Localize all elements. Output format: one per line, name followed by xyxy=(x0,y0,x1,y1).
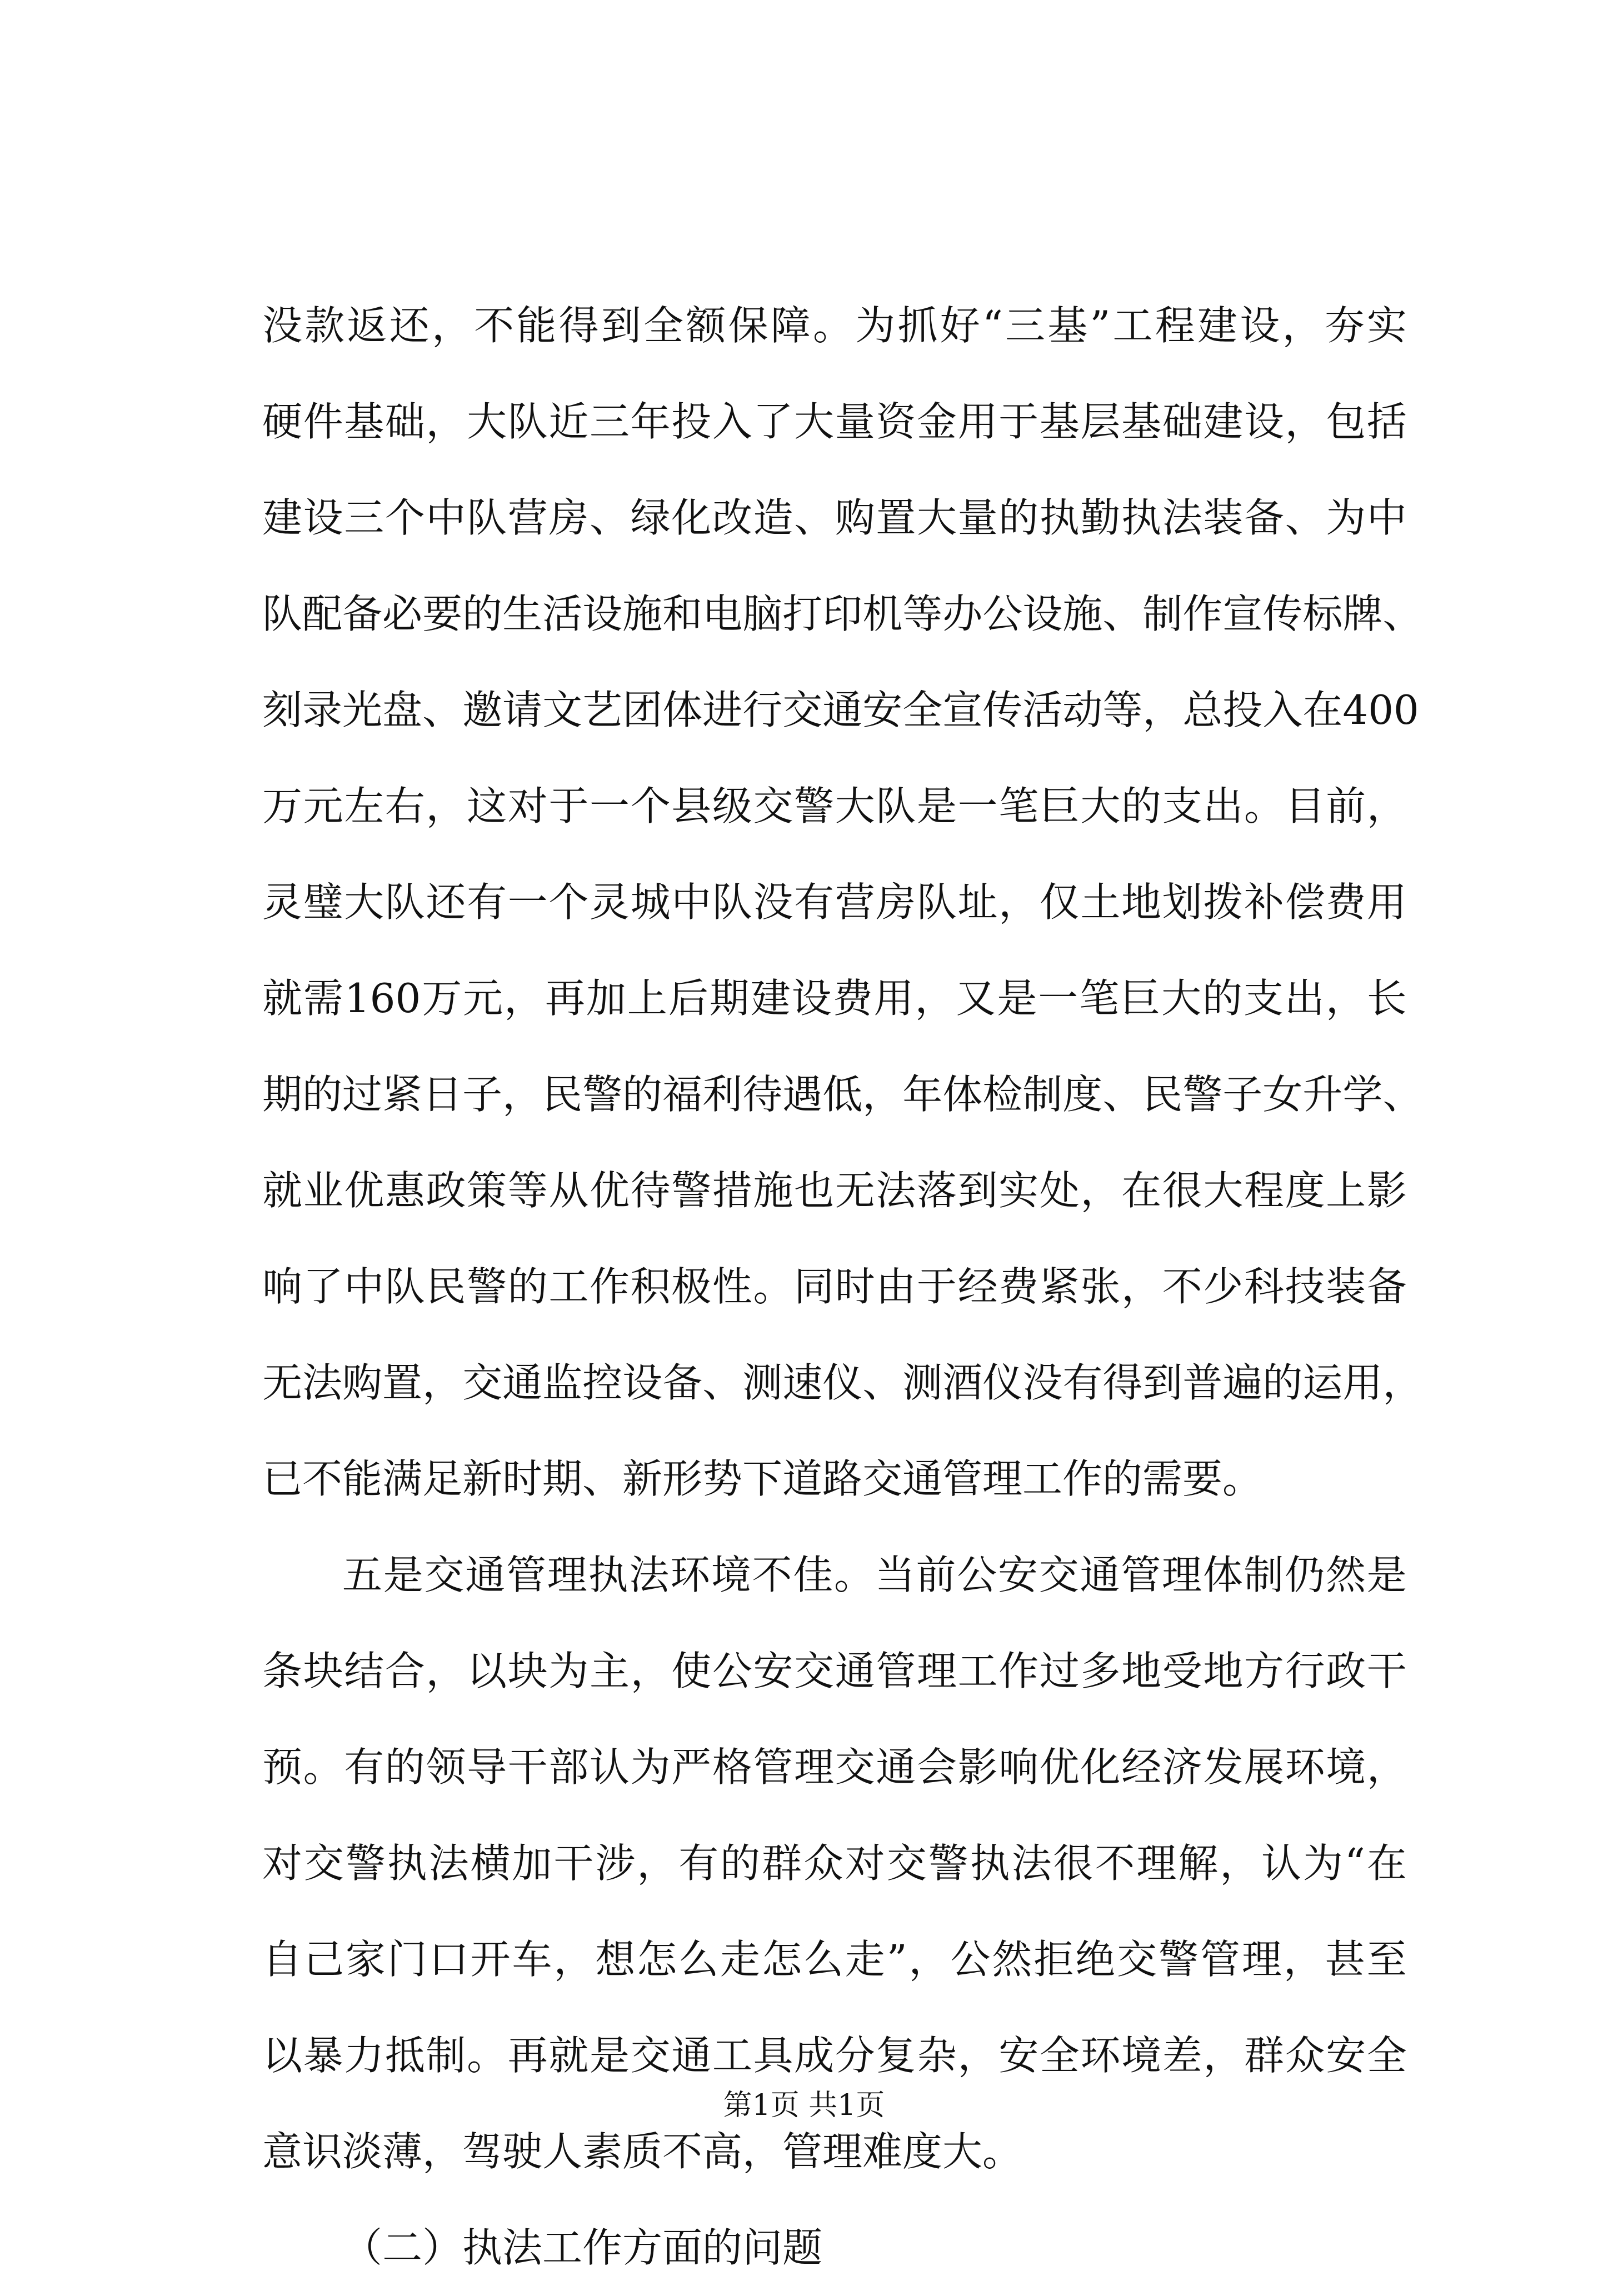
paragraph-line: 条 块 结 合 ， 以 块 为 主 ， 使 公 安 交 通 管 理 工 作 过 多 地 受 地 方 行 政 干 xyxy=(262,1648,1407,1694)
paragraph-first-line: 五 是 交 通 管 理 执 法 环 境 不 佳 。 当 前 公 安 交 通 管 理 体 制 仍 然 是 xyxy=(342,1552,1407,1598)
paragraph-line: 万 元 左 右 ， 这 对 于 一 个 县 级 交 警 大 队 是 一 笔 巨 大 的 支 出 。 目 前 ， xyxy=(262,783,1407,829)
paragraph-line: 建 设 三 个 中 队 营 房 、 绿 化 改 造 、 购 置 大 量 的 执 勤 执 法 装 备 、 为 中 xyxy=(262,494,1407,541)
paragraph-line: 就 业 优 惠 政 策 等 从 优 待 警 措 施 也 无 法 落 到 实 处 ， 在 很 大 程 度 上 影 xyxy=(262,1167,1407,1214)
paragraph-line: 对 交 警 执 法 横 加 干 涉 ， 有 的 群 众 对 交 警 执 法 很 不 理 解 ， 认 为 “ 在 xyxy=(262,1840,1407,1887)
paragraph-line: 已不能满足新时期、新形势下道路交通管理工作的需要。 xyxy=(262,1455,1263,1502)
paragraph-line: 预 。 有 的 领 导 干 部 认 为 严 格 管 理 交 通 会 影 响 优 化 经 济 发 展 环 境 ， xyxy=(262,1744,1407,1790)
page-footer: 第1页 共1页 xyxy=(723,2089,885,2122)
paragraph-line: 期 的 过 紧 日 子 ， 民 警 的 福 利 待 遇 低 ， 年 体 检 制 度 、 民 警 子 女 升 学 、 xyxy=(262,1071,1423,1118)
paragraph-line: 响 了 中 队 民 警 的 工 作 积 极 性 。 同 时 由 于 经 费 紧 张 ， 不 少 科 技 装 备 xyxy=(262,1263,1407,1310)
paragraph-line: 无 法 购 置 ， 交 通 监 控 设 备 、 测 速 仪 、 测 酒 仪 没 有 得 到 普 遍 的 运 用 ， xyxy=(262,1359,1423,1406)
paragraph-line: 以 暴 力 抵 制 。 再 就 是 交 通 工 具 成 分 复 杂 ， 安 全 环 境 差 ， 群 众 安 全 xyxy=(262,2032,1407,2079)
paragraph-line: 自 己 家 门 口 开 车 ， 想 怎 么 走 怎 么 走 ” ， 公 然 拒 绝 交 警 管 理 ， 甚 至 xyxy=(262,1936,1407,1983)
paragraph-line: 队 配 备 必 要 的 生 活 设 施 和 电 脑 打 印 机 等 办 公 设 施 、 制 作 宣 传 标 牌 、 xyxy=(262,591,1423,637)
section-heading: （二）执法工作方面的问题 xyxy=(342,2224,823,2271)
paragraph-line: 就 需 160 万 元 ， 再 加 上 后 期 建 设 费 用 ， 又 是 一 笔 巨 大 的 支 出 ， 长 xyxy=(262,975,1407,1022)
paragraph-line: 意识淡薄，驾驶人素质不高，管理难度大。 xyxy=(262,2128,1023,2175)
paragraph-line: 刻 录 光 盘 、 邀 请 文 艺 团 体 进 行 交 通 安 全 宣 传 活 动 等 ， 总 投 入 在 400 xyxy=(262,687,1419,733)
paragraph-line: 硬 件 基 础 ， 大 队 近 三 年 投 入 了 大 量 资 金 用 于 基 层 基 础 建 设 ， 包 括 xyxy=(262,398,1407,445)
paragraph-line: 灵 璧 大 队 还 有 一 个 灵 城 中 队 没 有 营 房 队 址 ， 仅 土 地 划 拨 补 偿 费 用 xyxy=(262,879,1407,926)
paragraph-line: 没 款 返 还 ， 不 能 得 到 全 额 保 障 。 为 抓 好 “ 三 基 ” 工 程 建 设 ， 夯 实 xyxy=(262,302,1407,349)
document-body xyxy=(262,278,1423,2296)
